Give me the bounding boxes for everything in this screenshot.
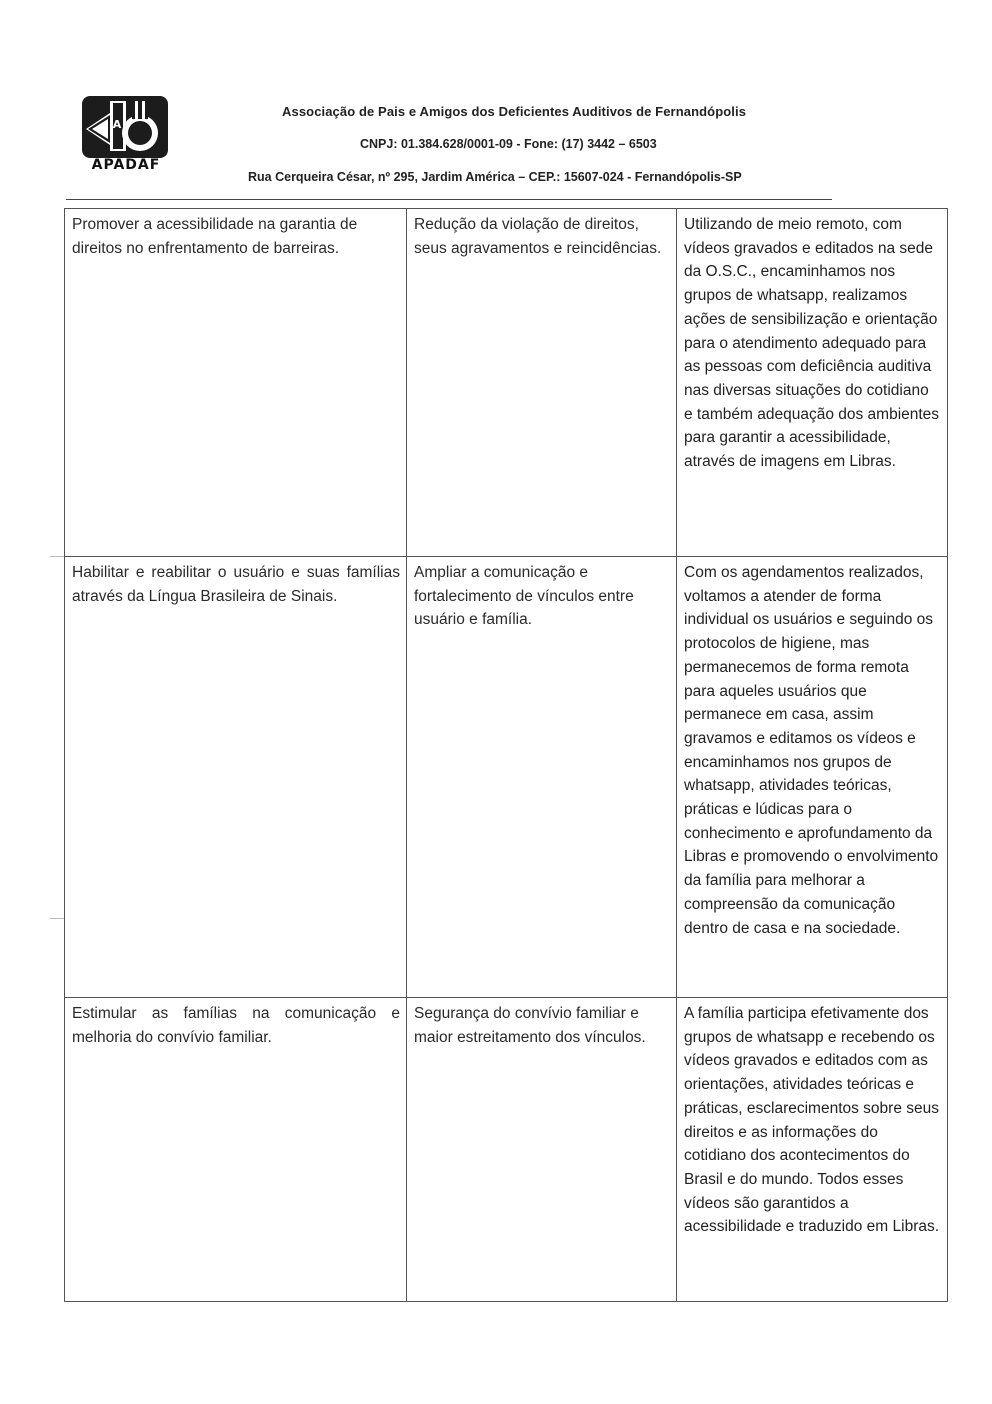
logo-emblem-icon (80, 95, 172, 159)
action-cell: Utilizando de meio remoto, com vídeos gravados e editados na sede da O.S.C., encaminhamos nos grupos de whatsapp, realizamos ações de sensibilização e orientação para o atendimento adequado para as pessoas com deficiência auditiva nas diversas situações do cotidiano e também adequação dos ambientes para garantir a acessibilidade, através de imagens em Libras. (684, 216, 940, 471)
activities-table (64, 208, 948, 1302)
header-divider (66, 199, 832, 200)
apadaf-logo (80, 95, 172, 177)
logo-letter: A (112, 118, 122, 131)
action-cell: Com os agendamentos realizados, voltamos a atender de forma individual os usuários e seguindo os protocolos de higiene, mas permanecemos de forma remota para aqueles usuários que permanece em casa, assim gravamos e editamos os vídeos e encaminhamos nos grupos de whatsapp, atividades teóricas, práticas e lúdicas para o conhecimento e aprofundamento da Libras e promovendo o envolvimento da família para melhorar a compreensão da comunicação dentro de casa e na sociedade. (684, 564, 939, 937)
objective-cell: Estimular as famílias na comunicação e melhoria do convívio familiar. (65, 998, 407, 1301)
organization-address: Rua Cerqueira César, nº 295, Jardim América – CEP.: 15607-024 - Fernandópolis-SP (248, 170, 742, 184)
scan-mark (50, 556, 64, 557)
objective-cell: Habilitar e reabilitar o usuário e suas famílias através da Língua Brasileira de Sinais. (65, 557, 407, 997)
scan-mark (50, 918, 64, 919)
table-row (65, 557, 947, 998)
objective-cell: Promover a acessibilidade na garantia de direitos no enfrentamento de barreiras. (65, 209, 407, 556)
result-cell: Segurança do convívio familiar e maior estreitamento dos vínculos. (407, 998, 677, 1301)
organization-cnpj-phone: CNPJ: 01.384.628/0001-09 - Fone: (17) 3442 – 6503 (360, 137, 657, 151)
table-row (65, 209, 947, 557)
result-cell: Redução da violação de direitos, seus agravamentos e reincidências. (407, 209, 677, 556)
action-cell: A família participa efetivamente dos grupos de whatsapp e recebendo os vídeos gravados e editados com as orientações, atividades teóricas e práticas, esclarecimentos sobre seus direitos e as informações do cotidiano dos acontecimentos do Brasil e do mundo. Todos esses vídeos são garantidos a acessibilidade e traduzido em Libras. (684, 1005, 940, 1236)
result-cell: Ampliar a comunicação e fortalecimento de vínculos entre usuário e família. (407, 557, 677, 997)
logo-text: APADAF (91, 157, 161, 173)
table-row (65, 998, 947, 1301)
organization-name: Associação de Pais e Amigos dos Deficientes Auditivos de Fernandópolis (282, 104, 747, 119)
